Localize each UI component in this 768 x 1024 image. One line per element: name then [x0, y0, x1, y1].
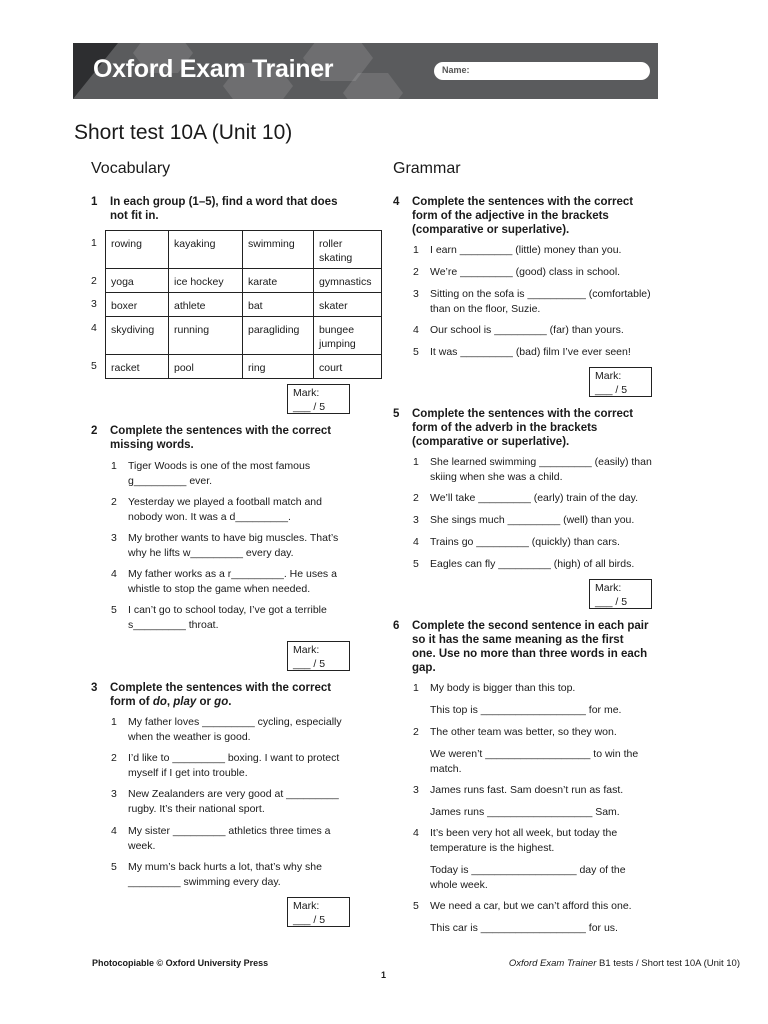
mark-label: Mark: [293, 900, 320, 912]
table-cell[interactable]: gymnastics [314, 269, 382, 293]
item-text: temperature is the highest. [430, 842, 555, 854]
question-text-line: form of the adjective in the brackets [412, 210, 609, 222]
item-text[interactable]: She learned swimming _________ (easily) than [430, 456, 652, 468]
item-text: than on the floor, Suzie. [430, 303, 541, 315]
question-number: 5 [393, 408, 400, 420]
item-text: It’s been very hot all week, but today the [430, 827, 618, 839]
footer-reference [509, 958, 740, 969]
mark-box [589, 579, 652, 609]
brand-title: Oxford Exam Trainer [93, 55, 334, 83]
table-cell[interactable]: pool [169, 355, 243, 379]
item-text[interactable]: g_________ ever. [128, 475, 213, 487]
item-number: 4 [413, 536, 419, 548]
item-number: 3 [413, 784, 419, 796]
mark-label: Mark: [293, 644, 320, 656]
footer-series: Oxford Exam Trainer [508, 958, 597, 969]
item-text: whole week. [430, 879, 488, 891]
item-text[interactable]: Sitting on the sofa is __________ (comfortable) [430, 288, 651, 300]
item-text: We need a car, but we can’t afford this one. [430, 900, 632, 912]
question-text-line: Complete the second sentence in each pair [412, 620, 649, 632]
item-text: I can’t go to school today, I’ve got a terrible [128, 604, 327, 616]
table-cell[interactable]: skater [314, 293, 382, 317]
question-text-line: one. Use no more than three words in each [412, 648, 648, 660]
question-text-line: Complete the sentences with the correct [110, 682, 332, 694]
question-text-line: (comparative or superlative). [412, 436, 570, 448]
item-text: My mum’s back hurts a lot, that’s why she [128, 861, 322, 873]
table-cell[interactable]: boxer [106, 293, 169, 317]
mark-box [589, 367, 652, 397]
row-number: 4 [91, 322, 97, 334]
item-number: 1 [111, 460, 117, 472]
item-text[interactable]: My father loves _________ cycling, especially [128, 716, 342, 728]
item-text[interactable]: We’ll take _________ (early) train of the day. [430, 492, 638, 504]
table-cell[interactable]: court [314, 355, 382, 379]
row-number: 3 [91, 298, 97, 310]
item-number: 3 [413, 288, 419, 300]
row-number: 5 [91, 360, 97, 372]
question-text-line [110, 695, 231, 709]
item-text: myself if I get into trouble. [128, 767, 248, 779]
emphasis-word: play [173, 696, 197, 708]
question-number: 2 [91, 425, 98, 437]
question-text-line: not fit in. [110, 210, 159, 222]
item-number: 2 [413, 266, 419, 278]
table-cell[interactable]: roller skating [314, 231, 382, 269]
text-fragment: . [228, 696, 232, 708]
item-text[interactable]: nobody won. It was a d_________. [128, 511, 291, 523]
question-number: 6 [393, 620, 400, 632]
question-text-line: Complete the sentences with the correct [412, 196, 634, 208]
item-number: 2 [111, 752, 117, 764]
vocabulary-table [105, 230, 382, 379]
mark-box [287, 897, 350, 927]
emphasis-word: do [152, 696, 167, 708]
question-text-line: missing words. [110, 439, 194, 451]
table-cell[interactable]: ring [243, 355, 314, 379]
item-number: 4 [111, 825, 117, 837]
item-text[interactable]: This car is __________________ for us. [430, 922, 618, 934]
item-text: The other team was better, so they won. [430, 726, 617, 738]
text-fragment: form of [110, 696, 153, 708]
table-cell[interactable]: paragliding [243, 317, 314, 355]
item-text[interactable]: This top is __________________ for me. [430, 704, 622, 716]
item-number: 4 [111, 568, 117, 580]
table-cell[interactable]: karate [243, 269, 314, 293]
question-text-line: form of the adverb in the brackets [412, 422, 598, 434]
item-text[interactable]: Eagles can fly _________ (high) of all birds. [430, 558, 635, 570]
header-banner [73, 43, 658, 99]
mark-score[interactable]: ___ / 5 [293, 658, 326, 670]
text-fragment: or [196, 696, 215, 708]
mark-score[interactable]: ___ / 5 [595, 384, 628, 396]
item-text: when the weather is good. [128, 731, 251, 743]
item-number: 5 [413, 346, 419, 358]
mark-score[interactable]: ___ / 5 [293, 401, 326, 413]
item-number: 1 [413, 456, 419, 468]
grammar-heading: Grammar [393, 160, 461, 177]
mark-label: Mark: [595, 370, 622, 382]
question-number: 3 [91, 682, 98, 694]
question-text-line: Complete the sentences with the correct [412, 408, 634, 420]
item-text: My body is bigger than this top. [430, 682, 576, 694]
row-number: 2 [91, 275, 97, 287]
table-cell[interactable]: bungee jumping [314, 317, 382, 355]
vocabulary-heading: Vocabulary [91, 160, 171, 177]
table-cell[interactable]: skydiving [106, 317, 169, 355]
item-text[interactable]: It was _________ (bad) film I’ve ever seen! [430, 346, 631, 358]
item-number: 1 [413, 244, 419, 256]
question-text-line: Complete the sentences with the correct [110, 425, 332, 437]
item-text[interactable]: s_________ throat. [128, 619, 219, 631]
row-number: 1 [91, 237, 97, 249]
name-label: Name: [442, 65, 470, 75]
item-text: skiing when she was a child. [430, 471, 563, 483]
table-cell[interactable]: bat [243, 293, 314, 317]
emphasis-word: go [214, 696, 229, 708]
table-cell[interactable]: racket [106, 355, 169, 379]
mark-score[interactable]: ___ / 5 [293, 914, 326, 926]
footer-test-name: B1 tests / Short test 10A (Unit 10) [596, 958, 740, 969]
mark-label: Mark: [595, 582, 622, 594]
item-text[interactable]: New Zealanders are very good at _________ [128, 788, 339, 800]
item-number: 5 [413, 558, 419, 570]
item-text[interactable]: My sister _________ athletics three times a [128, 825, 331, 837]
item-text[interactable]: We’re _________ (good) class in school. [430, 266, 621, 278]
item-number: 3 [413, 514, 419, 526]
table-cell[interactable]: kayaking [169, 231, 243, 269]
table-cell[interactable]: ice hockey [169, 269, 243, 293]
item-text[interactable]: James runs __________________ Sam. [430, 806, 620, 818]
item-text: Yesterday we played a football match and [128, 496, 322, 508]
item-number: 4 [413, 827, 419, 839]
table-cell[interactable]: rowing [106, 231, 169, 269]
item-text[interactable]: Our school is _________ (far) than yours. [430, 324, 624, 336]
item-text[interactable]: I’d like to _________ boxing. I want to protect [128, 752, 340, 764]
mark-label: Mark: [293, 387, 320, 399]
page-title: Short test 10A (Unit 10) [74, 121, 293, 144]
item-number: 5 [111, 861, 117, 873]
item-text: James runs fast. Sam doesn’t run as fast. [430, 784, 624, 796]
name-field[interactable] [434, 62, 650, 80]
item-number: 5 [111, 604, 117, 616]
footer-copyright: Photocopiable © Oxford University Press [92, 958, 269, 968]
item-text[interactable]: I earn _________ (little) money than you. [430, 244, 622, 256]
item-text: week. [128, 840, 156, 852]
page-number: 1 [381, 970, 387, 980]
item-text: Tiger Woods is one of the most famous [128, 460, 311, 472]
item-number: 3 [111, 788, 117, 800]
item-text: rugby. It’s their national sport. [128, 803, 265, 815]
item-text: match. [430, 763, 462, 775]
question-text-line: so it has the same meaning as the first [412, 634, 624, 646]
item-number: 3 [111, 532, 117, 544]
question-number: 4 [393, 196, 400, 208]
item-number: 1 [111, 716, 117, 728]
question-text-line: gap. [412, 662, 436, 674]
item-text[interactable]: My father works as a r_________. He uses a [128, 568, 337, 580]
item-text: whistle to stop the game when needed. [128, 583, 311, 595]
table-cell[interactable]: swimming [243, 231, 314, 269]
item-text[interactable]: why he lifts w_________ every day. [128, 547, 294, 559]
item-text[interactable]: Today is __________________ day of the [430, 864, 626, 876]
table-cell[interactable]: running [169, 317, 243, 355]
item-number: 5 [413, 900, 419, 912]
table-cell[interactable]: yoga [106, 269, 169, 293]
item-text: My brother wants to have big muscles. That’s [128, 532, 339, 544]
mark-score[interactable]: ___ / 5 [595, 596, 628, 608]
text-fragment: , [166, 696, 174, 708]
question-text-line: In each group (1–5), find a word that does [110, 196, 338, 208]
item-text[interactable]: _________ swimming every day. [128, 876, 281, 888]
table-cell[interactable]: athlete [169, 293, 243, 317]
item-text[interactable]: We weren’t __________________ to win the [430, 748, 639, 760]
item-number: 1 [413, 682, 419, 694]
item-number: 2 [413, 726, 419, 738]
item-number: 4 [413, 324, 419, 336]
item-number: 2 [413, 492, 419, 504]
mark-box [287, 384, 350, 414]
item-text[interactable]: She sings much _________ (well) than you. [430, 514, 635, 526]
mark-box [287, 641, 350, 671]
question-text-line: (comparative or superlative). [412, 224, 570, 236]
item-number: 2 [111, 496, 117, 508]
item-text[interactable]: Trains go _________ (quickly) than cars. [430, 536, 620, 548]
question-number: 1 [91, 196, 98, 208]
